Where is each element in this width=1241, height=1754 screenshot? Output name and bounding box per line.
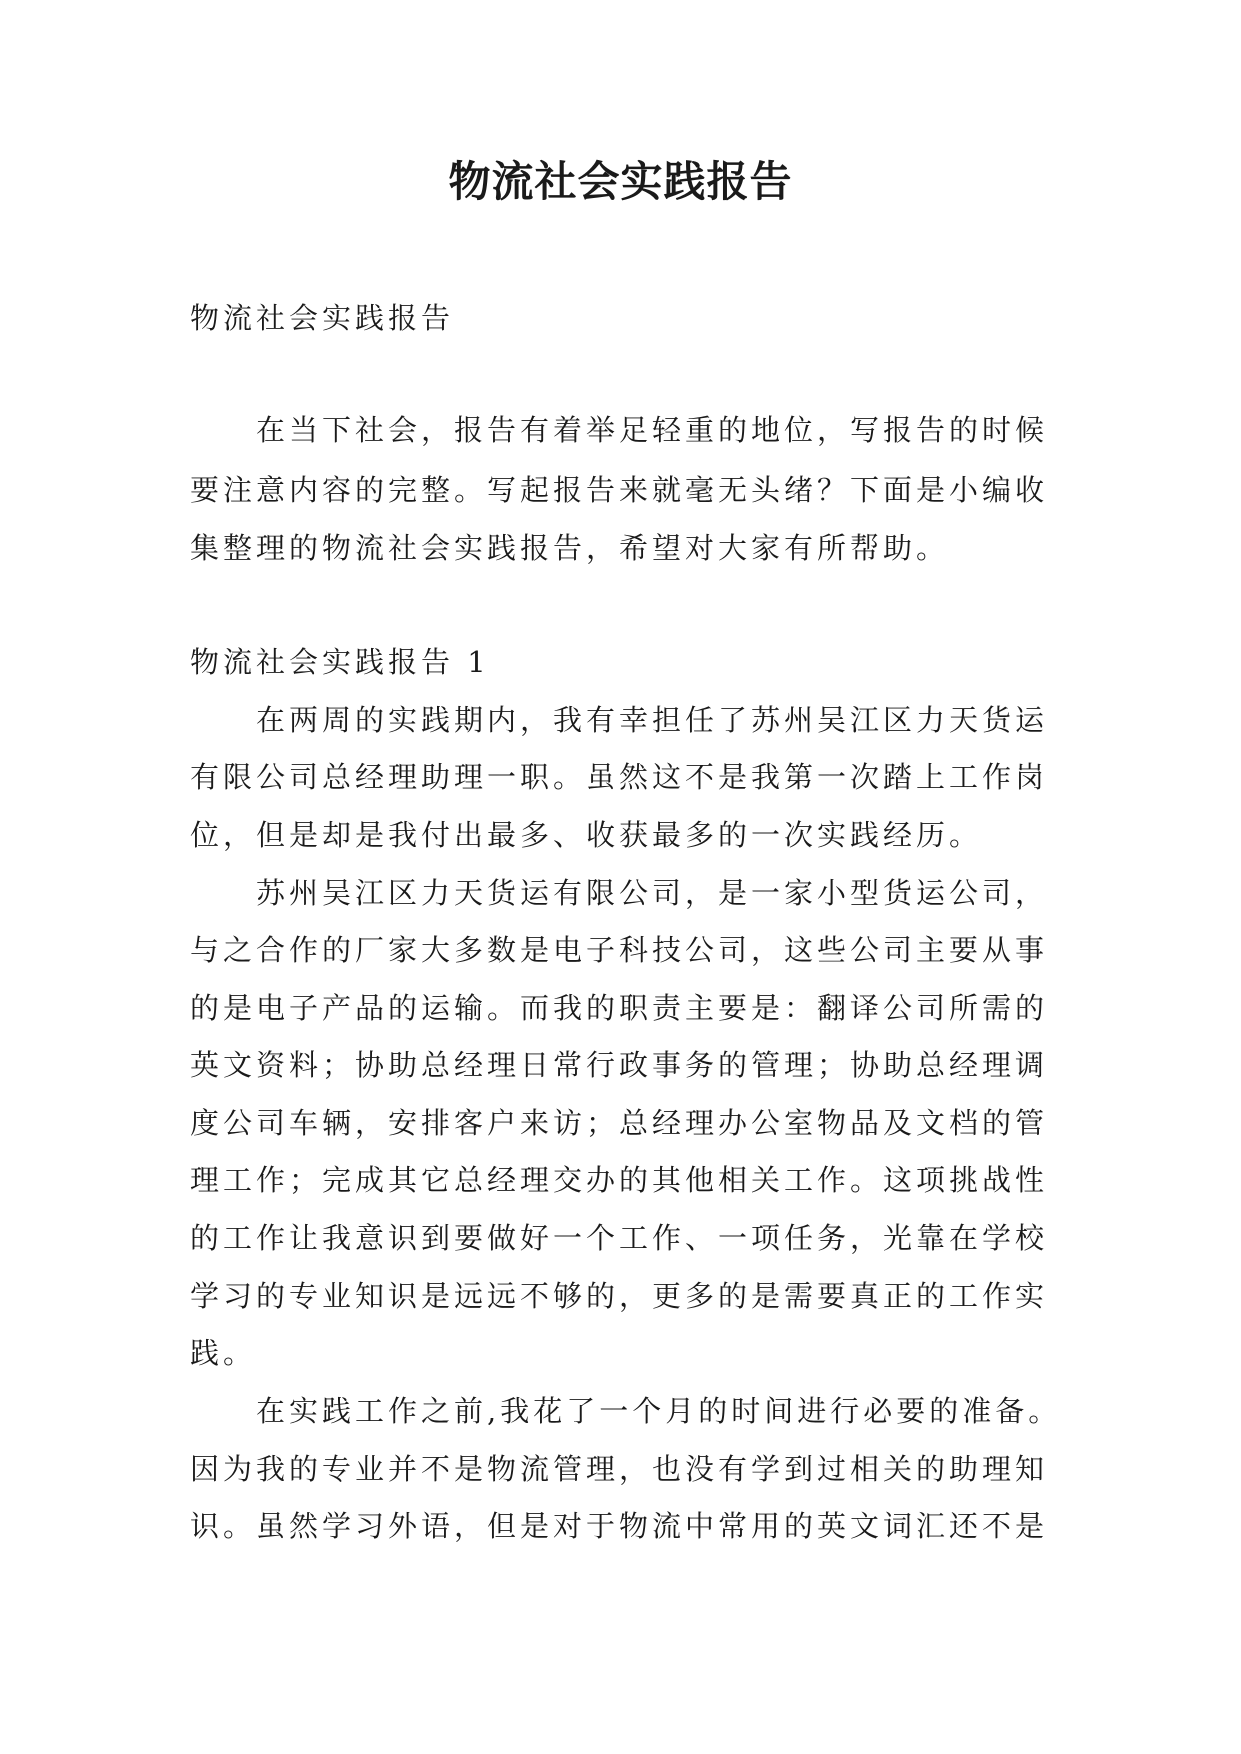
- body-line: 在两周的实践期内，我有幸担任了苏州吴江区力天货运: [256, 703, 1049, 737]
- body-line: 的工作让我意识到要做好一个工作、一项任务，光靠在学校: [190, 1221, 1049, 1255]
- body-line: 践。: [190, 1336, 257, 1370]
- subtitle: 物流社会实践报告: [190, 301, 455, 335]
- body-line: 英文资料；协助总经理日常行政事务的管理；协助总经理调: [190, 1048, 1049, 1082]
- body-line: 在实践工作之前,我花了一个月的时间进行必要的准备。: [256, 1394, 1062, 1428]
- section-heading: 物流社会实践报告 1: [190, 645, 490, 679]
- body-line: 苏州吴江区力天货运有限公司，是一家小型货运公司，: [256, 876, 1049, 910]
- body-line: 与之合作的厂家大多数是电子科技公司，这些公司主要从事: [190, 933, 1049, 967]
- body-line: 理工作；完成其它总经理交办的其他相关工作。这项挑战性: [190, 1163, 1049, 1197]
- intro-line: 集整理的物流社会实践报告，希望对大家有所帮助。: [190, 531, 950, 565]
- body-line: 识。虽然学习外语，但是对于物流中常用的英文词汇还不是: [190, 1509, 1049, 1543]
- body-line: 有限公司总经理助理一职。虽然这不是我第一次踏上工作岗: [190, 760, 1049, 794]
- document-title: 物流社会实践报告: [448, 157, 793, 206]
- intro-line: 在当下社会，报告有着举足轻重的地位，写报告的时候: [256, 413, 1049, 447]
- body-line: 位，但是却是我付出最多、收获最多的一次实践经历。: [190, 818, 983, 852]
- body-line: 因为我的专业并不是物流管理，也没有学到过相关的助理知: [190, 1452, 1049, 1486]
- body-line: 学习的专业知识是远远不够的，更多的是需要真正的工作实: [190, 1279, 1049, 1313]
- intro-line: 要注意内容的完整。写起报告来就毫无头绪？下面是小编收: [190, 473, 1049, 507]
- body-line: 的是电子产品的运输。而我的职责主要是：翻译公司所需的: [190, 991, 1049, 1025]
- body-line: 度公司车辆，安排客户来访；总经理办公室物品及文档的管: [190, 1106, 1049, 1140]
